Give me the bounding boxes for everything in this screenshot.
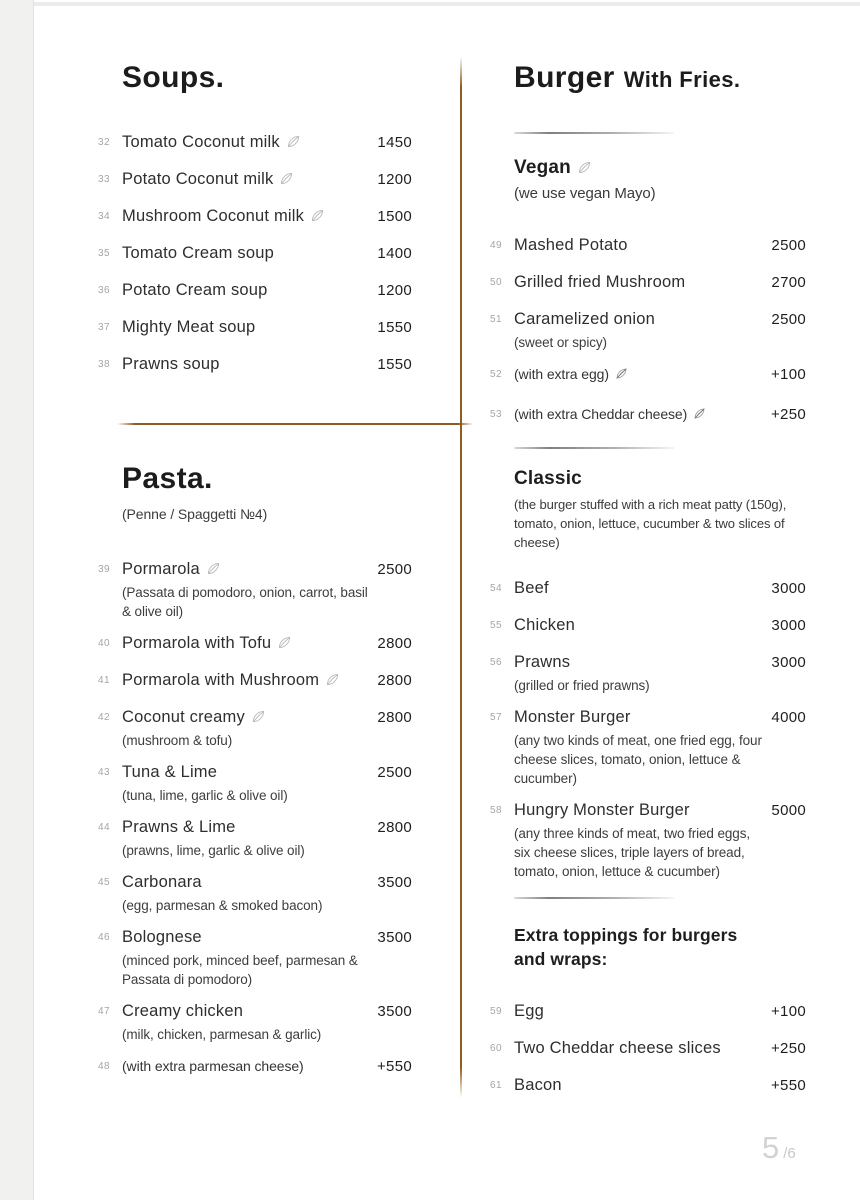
item-number: 37 <box>98 322 111 333</box>
item-name: Pormarola <box>122 559 377 579</box>
item-name: Chicken <box>514 616 576 634</box>
item-row <box>122 559 412 580</box>
item-name: Hungry Monster Burger <box>514 801 690 819</box>
viewer-top-edge <box>34 2 860 6</box>
item-number: 48 <box>98 1061 111 1072</box>
menu-item-53 <box>490 404 806 425</box>
item-row <box>514 309 806 330</box>
item-description: (sweet or spicy) <box>514 335 607 350</box>
item-number: 51 <box>490 314 503 325</box>
menu-item-50 <box>490 272 806 293</box>
gray-divider <box>514 447 674 449</box>
classic-section-note: (the burger stuffed with a rich meat patty (150g), tomato, onion, lettuce, cucumber & two slices of cheese) <box>514 497 787 550</box>
item-name: Potato Coconut milk <box>122 169 377 189</box>
item-row <box>514 235 806 256</box>
pasta-items <box>98 559 412 1077</box>
item-name: Prawns soup <box>122 355 220 373</box>
page-total: /6 <box>783 1145 796 1162</box>
menu-item-45 <box>98 872 412 915</box>
item-price: 2500 <box>771 237 806 254</box>
item-row <box>514 404 806 425</box>
menu-item-43 <box>98 762 412 805</box>
item-name: Prawns <box>514 653 571 671</box>
pasta-section <box>98 461 412 1077</box>
item-name: Tomato Coconut milk <box>122 132 377 152</box>
item-row <box>122 1056 412 1077</box>
menu-item-36 <box>98 280 412 301</box>
menu-item-47 <box>98 1001 412 1044</box>
item-price: 2500 <box>377 764 412 781</box>
menu-item-55 <box>490 615 806 636</box>
item-number: 34 <box>98 211 111 222</box>
item-description: (egg, parmesan & smoked bacon) <box>122 898 323 913</box>
menu-item-57 <box>490 707 806 788</box>
item-row <box>122 633 412 654</box>
item-price: 3500 <box>377 874 412 891</box>
viewer-left-gutter <box>0 0 34 1200</box>
item-name: Mighty Meat soup <box>122 318 256 336</box>
non-vegan-leaf-icon <box>693 407 706 420</box>
item-number: 57 <box>490 712 503 723</box>
left-column <box>98 60 412 1096</box>
item-name: Grilled fried Mushroom <box>514 273 686 291</box>
item-price: +250 <box>771 406 806 423</box>
vegan-leaf-icon <box>206 561 221 576</box>
soups-title: Soups. <box>122 61 225 94</box>
item-number: 46 <box>98 932 111 943</box>
item-row <box>122 707 412 728</box>
item-price: 3000 <box>771 654 806 671</box>
soups-items <box>98 132 412 375</box>
gray-divider <box>514 132 674 134</box>
item-price: 2800 <box>377 635 412 652</box>
item-row <box>122 243 412 264</box>
item-name: Bacon <box>514 1076 562 1094</box>
vertical-accent-divider <box>460 56 462 1098</box>
classic-section-title: Classic <box>514 468 582 489</box>
item-price: 2800 <box>377 819 412 836</box>
menu-item-61 <box>490 1075 806 1096</box>
item-number: 32 <box>98 137 111 148</box>
item-row <box>514 652 806 673</box>
item-number: 56 <box>490 657 503 668</box>
menu-item-41 <box>98 670 412 691</box>
item-number: 54 <box>490 583 503 594</box>
menu-item-51 <box>490 309 806 352</box>
burgers-title-rest: With Fries. <box>623 67 741 92</box>
item-row <box>122 206 412 227</box>
item-price: 2700 <box>771 274 806 291</box>
page-current: 5 <box>762 1130 780 1165</box>
gray-divider <box>514 897 674 899</box>
vegan-leaf-icon <box>577 160 592 175</box>
vegan-leaf-icon <box>251 709 266 724</box>
item-number: 39 <box>98 564 111 575</box>
item-row <box>122 670 412 691</box>
item-number: 41 <box>98 675 111 686</box>
item-name: Two Cheddar cheese slices <box>514 1039 721 1057</box>
item-name: Creamy chicken <box>122 1002 244 1020</box>
menu-item-35 <box>98 243 412 264</box>
item-description: (grilled or fried prawns) <box>514 678 650 693</box>
item-description: (prawns, lime, garlic & olive oil) <box>122 843 305 858</box>
menu-item-52 <box>490 364 806 385</box>
item-price: 4000 <box>771 709 806 726</box>
item-name: Tuna & Lime <box>122 763 218 781</box>
item-price: 1450 <box>377 134 412 151</box>
item-price: +100 <box>771 1003 806 1020</box>
item-name: Carbonara <box>122 873 202 891</box>
item-number: 61 <box>490 1080 503 1091</box>
vegan-leaf-icon <box>279 171 294 186</box>
item-row <box>122 354 412 375</box>
non-vegan-leaf-icon <box>615 367 628 380</box>
item-price: +100 <box>771 366 806 383</box>
menu-item-44 <box>98 817 412 860</box>
menu-item-58 <box>490 800 806 881</box>
item-row <box>514 1038 806 1059</box>
item-row <box>122 762 412 783</box>
item-row <box>514 578 806 599</box>
item-row <box>122 817 412 838</box>
item-row <box>122 317 412 338</box>
item-number: 50 <box>490 277 503 288</box>
vegan-leaf-icon <box>310 208 325 223</box>
item-row <box>122 169 412 190</box>
item-description: (Passata di pomodoro, onion, carrot, basil & olive oil) <box>122 585 368 619</box>
item-price: 2500 <box>377 561 412 578</box>
item-row <box>122 280 412 301</box>
item-price: 1200 <box>377 282 412 299</box>
item-price: 1500 <box>377 208 412 225</box>
classic-items <box>490 578 806 881</box>
item-price: +550 <box>377 1058 412 1075</box>
item-number: 58 <box>490 805 503 816</box>
item-name: Mushroom Coconut milk <box>122 206 377 226</box>
item-row <box>122 132 412 153</box>
item-description: (any two kinds of meat, one fried egg, four cheese slices, tomato, onion, lettuce & cucumber) <box>514 733 762 786</box>
menu-item-34 <box>98 206 412 227</box>
vegan-section-title: Vegan <box>514 156 806 179</box>
item-price: 5000 <box>771 802 806 819</box>
menu-item-60 <box>490 1038 806 1059</box>
item-row <box>514 615 806 636</box>
vegan-leaf-icon <box>277 635 292 650</box>
item-price: 2800 <box>377 709 412 726</box>
item-name: (with extra Cheddar cheese) <box>514 404 771 424</box>
item-row <box>122 927 412 948</box>
item-number: 49 <box>490 240 503 251</box>
item-description: (tuna, lime, garlic & olive oil) <box>122 788 288 803</box>
pasta-subtitle: (Penne / Spaggetti №4) <box>122 506 268 522</box>
item-name: Tomato Cream soup <box>122 244 274 262</box>
item-name: Potato Cream soup <box>122 281 268 299</box>
vegan-section-note: (we use vegan Mayo) <box>514 185 656 202</box>
item-price: 2800 <box>377 672 412 689</box>
item-number: 36 <box>98 285 111 296</box>
item-price: +250 <box>771 1040 806 1057</box>
item-number: 43 <box>98 767 111 778</box>
menu-item-46 <box>98 927 412 989</box>
item-row <box>514 1001 806 1022</box>
item-row <box>514 364 806 385</box>
item-price: 1550 <box>377 319 412 336</box>
menu-item-33 <box>98 169 412 190</box>
page-indicator <box>762 1130 796 1166</box>
burgers-title-main: Burger <box>514 61 615 94</box>
vegan-leaf-icon <box>286 134 301 149</box>
item-number: 53 <box>490 409 503 420</box>
item-price: 3000 <box>771 617 806 634</box>
menu-item-32 <box>98 132 412 153</box>
item-price: 3500 <box>377 929 412 946</box>
item-number: 60 <box>490 1043 503 1054</box>
item-row <box>514 1075 806 1096</box>
item-name: Pormarola with Tofu <box>122 633 377 653</box>
item-number: 45 <box>98 877 111 888</box>
item-number: 47 <box>98 1006 111 1017</box>
item-number: 38 <box>98 359 111 370</box>
item-price: 1400 <box>377 245 412 262</box>
menu-item-54 <box>490 578 806 599</box>
item-price: 3500 <box>377 1003 412 1020</box>
extras-section-title: Extra toppings for burgers and wraps: <box>514 925 738 969</box>
item-name: Pormarola with Mushroom <box>122 670 377 690</box>
item-number: 44 <box>98 822 111 833</box>
item-price: 1200 <box>377 171 412 188</box>
item-row <box>122 1001 412 1022</box>
vegan-items <box>490 235 806 425</box>
item-row <box>514 272 806 293</box>
item-number: 40 <box>98 638 111 649</box>
vegan-leaf-icon <box>325 672 340 687</box>
item-name: Mashed Potato <box>514 236 628 254</box>
right-column <box>490 60 806 1112</box>
menu-item-38 <box>98 354 412 375</box>
menu-item-59 <box>490 1001 806 1022</box>
item-description: (any three kinds of meat, two fried eggs, six cheese slices, triple layers of bread, tomato, onion, lettuce & cucumber) <box>514 826 751 879</box>
item-name: Coconut creamy <box>122 707 377 727</box>
item-description: (minced pork, minced beef, parmesan & Passata di pomodoro) <box>122 953 358 987</box>
item-name: Beef <box>514 579 549 597</box>
item-row <box>514 800 806 821</box>
item-number: 55 <box>490 620 503 631</box>
item-number: 59 <box>490 1006 503 1017</box>
menu-item-42 <box>98 707 412 750</box>
pasta-title: Pasta. <box>122 462 213 495</box>
item-price: 3000 <box>771 580 806 597</box>
item-price: 1550 <box>377 356 412 373</box>
item-price: +550 <box>771 1077 806 1094</box>
item-number: 42 <box>98 712 111 723</box>
item-number: 35 <box>98 248 111 259</box>
item-name: (with extra parmesan cheese) <box>122 1058 304 1074</box>
burgers-title <box>514 60 806 98</box>
item-description: (mushroom & tofu) <box>122 733 233 748</box>
item-name: Bolognese <box>122 928 202 946</box>
item-row <box>122 872 412 893</box>
menu-item-49 <box>490 235 806 256</box>
item-number: 33 <box>98 174 111 185</box>
item-name: (with extra egg) <box>514 364 771 384</box>
menu-item-39 <box>98 559 412 621</box>
item-row <box>514 707 806 728</box>
item-name: Caramelized onion <box>514 310 655 328</box>
menu-item-56 <box>490 652 806 695</box>
menu-item-48 <box>98 1056 412 1077</box>
menu-item-40 <box>98 633 412 654</box>
menu-item-37 <box>98 317 412 338</box>
item-name: Prawns & Lime <box>122 818 236 836</box>
item-number: 52 <box>490 369 503 380</box>
item-description: (milk, chicken, parmesan & garlic) <box>122 1027 322 1042</box>
extras-items <box>490 1001 806 1096</box>
item-price: 2500 <box>771 311 806 328</box>
item-name: Egg <box>514 1002 544 1020</box>
item-name: Monster Burger <box>514 708 631 726</box>
